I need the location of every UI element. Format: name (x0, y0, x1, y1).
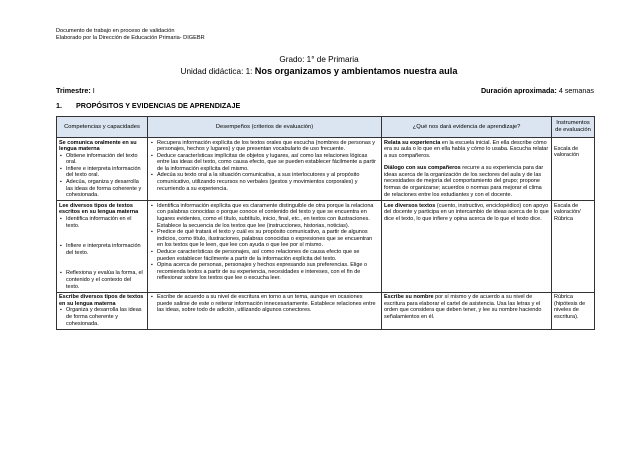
meta-row (56, 86, 594, 95)
purposes-table (56, 116, 595, 330)
duracion-value: 4 semanas (558, 86, 594, 95)
list-item: ▪ Adecúa, organiza y desarrolla las ideas de forma coherente y cohesionada. (66, 179, 145, 199)
competencia-title: Se comunica oralmente en su lengua materna (59, 139, 137, 153)
evidencia-title: Diálogo con sus compañeros (384, 165, 461, 172)
list-item: ▪ Organiza y desarrolla las ideas de forma coherente y cohesionada. (66, 307, 145, 327)
header-competencias: Competencias y capacidades (57, 117, 148, 138)
list-item: ▪ Recupera información explícita de los textos orales que escucha (nombres de personas y personajes, hechos y lugares) y que presentan vocabulario de uso frecuente. (157, 140, 379, 153)
capacidades-list (59, 307, 145, 327)
list-item: ▪ Predice de qué tratará el texto y cuál es su propósito comunicativo, a partir de algunos indicios, como título, ilustraciones, palabras conocidas o expresiones que se encuentran en los textos que le leen, que lee con ayuda o que lee por sí mismo. (157, 229, 379, 249)
list-item: ▪ Infiere e interpreta información del texto oral. (66, 166, 145, 179)
instrumento-text: Escala de valoración/ Rúbrica (554, 202, 581, 223)
evidencia-cell (382, 201, 552, 292)
spacer (66, 256, 145, 270)
list-item: ▪ Identifica información explícita que es claramente distinguible de otra porque la relaciona con palabras conocidas o porque conoce el contenido del texto y que se encuentra en lugares evidentes, como el título, subtítulo, inicio, final, etc., en textos con ilustraciones. Establece la secuencia de los textos que lee (instrucciones, historias, noticias). (157, 203, 379, 229)
list-item: ▪ Adecúa su texto oral a la situación comunicativa, a sus interlocutores y al propósito comunicativo, utilizando recursos no verbales (gestos y movimientos corporales) y recurriendo a su experiencia. (157, 172, 379, 192)
instrumento-text: Rúbrica (hipótesis de niveles de escritura). (554, 294, 586, 320)
list-item: ▪ Opina acerca de personas, personajes y hechos expresando sus preferencias. Elige o recomienda textos a partir de su experiencia, necesidades e intereses, con el fin de reflexionar sobre los textos que lee o escucha leer. (157, 262, 379, 282)
desempenos-cell (148, 201, 382, 292)
desempenos-cell (148, 138, 382, 201)
table-header-row (57, 117, 595, 138)
section-title: PROPÓSITOS Y EVIDENCIAS DE APRENDIZAJE (76, 101, 241, 110)
capacidades-list (59, 153, 145, 199)
list-item: ▪ Obtiene información del texto oral. (66, 153, 145, 166)
desempenos-list (150, 140, 379, 193)
evidencia-cell (382, 138, 552, 201)
unit-prefix: Unidad didáctica: 1: (180, 67, 253, 76)
capacidades-list (59, 216, 145, 290)
competencia-title: Lee diversos tipos de textos escritos en su lengua materna (59, 202, 139, 216)
evidencia-text: en la escuela inicial. En ella describe cómo era su aula o lo que en ella había y cómo lo usaba. Escucha relatar a sus compañeros. (384, 139, 549, 159)
competencia-title: Escribe diversos tipos de textos en su lengua materna (59, 294, 144, 307)
evidencia-title: Escribe su nombre (384, 294, 434, 301)
competencia-cell (57, 138, 148, 201)
duracion (481, 86, 594, 95)
section-number: 1. (56, 101, 62, 110)
desempenos-cell (148, 292, 382, 329)
evidencia-text: (cuento, instructivo, enciclopédico) con apoyo del docente y participa en un intercambio de ideas acerca de lo que dice el texto, lo que infiere y opina acerca de lo que el texto dice. (384, 202, 549, 223)
header-instrumentos: Instrumentos de evaluación (552, 117, 595, 138)
evidencia-paragraph (384, 140, 549, 160)
list-item: ▪ Deduce características de personajes, así como relaciones de causa efecto que se pueden establecer fácilmente a partir de la información explícita del texto. (157, 249, 379, 262)
list-item: ▪ Identifica información en el texto. (66, 216, 145, 229)
spacer (66, 229, 145, 243)
trimestre (56, 86, 95, 95)
evidencia-paragraph (384, 165, 549, 198)
unit-title (0, 66, 638, 76)
competencia-cell (57, 292, 148, 329)
evidencia-title: Relata su experiencia (384, 139, 441, 146)
list-item: ▪ Infiere e interpreta información del texto. (66, 243, 145, 256)
instrumento-cell (552, 201, 595, 292)
evidencia-title: Lee diversos textos (384, 202, 436, 209)
list-item: ▪ Deduce características implícitas de objetos y lugares, así como las relaciones lógicas entre las ideas del texto, como causa efecto, que se pueden establecer fácilmente a partir de la información explícita del mismo. (157, 153, 379, 173)
list-item: ▪ Escribe de acuerdo a su nivel de escritura en torno a un tema, aunque en ocasiones puede salirse de este o reiterar información innecesariamente. Establece relaciones entre las ideas, sobre todo de adición, utilizando algunos conectores. (157, 294, 379, 314)
trimestre-label: Trimestre: (56, 86, 91, 95)
instrumento-cell (552, 292, 595, 329)
evidencia-paragraph (384, 203, 549, 223)
table-row (57, 292, 595, 329)
duracion-label: Duración aproximada: (480, 86, 557, 95)
header-note-status: Documento de trabajo en proceso de validación (56, 28, 175, 34)
evidencia-cell (382, 292, 552, 329)
evidencia-paragraph (384, 294, 549, 320)
table-row (57, 201, 595, 292)
trimestre-value: I (92, 86, 95, 95)
list-item: ▪ Reflexiona y evalúa la forma, el contenido y el contexto del texto. (66, 270, 145, 290)
competencia-cell (57, 201, 148, 292)
instrumento-text: Escala de valoración (554, 145, 580, 159)
instrumento-cell (552, 138, 595, 201)
section-heading (56, 101, 240, 110)
unit-name: Nos organizamos y ambientamos nuestra aula (254, 66, 458, 76)
header-desempenos: Desempeños (criterios de evaluación) (148, 117, 382, 138)
desempenos-list (150, 294, 379, 314)
evidencia-text: por sí mismo y de acuerdo a su nivel de escritura para elaborar el cartel de asistencia. Usa las letras y el orden que considera que deben tener, y lee su nombre haciendo señalamientos en él. (384, 294, 542, 320)
grade-title: Grado: 1° de Primaria (279, 55, 359, 64)
header-note-author: Elaborado por la Dirección de Educación Primaria- DIGEBR (56, 35, 205, 41)
desempenos-list (150, 203, 379, 282)
table-row (57, 138, 595, 201)
header-evidencia: ¿Qué nos dará evidencia de aprendizaje? (382, 117, 552, 138)
evidencia-text: recurre a su experiencia para dar ideas acerca de la organización de los sectores del aula y de las necesidades de mejoría del comportamiento del grupo; propone formas de organizarse; acuerdos o normas para mejorar el clima de relaciones entre los estudiantes y con el docente. (384, 165, 544, 198)
